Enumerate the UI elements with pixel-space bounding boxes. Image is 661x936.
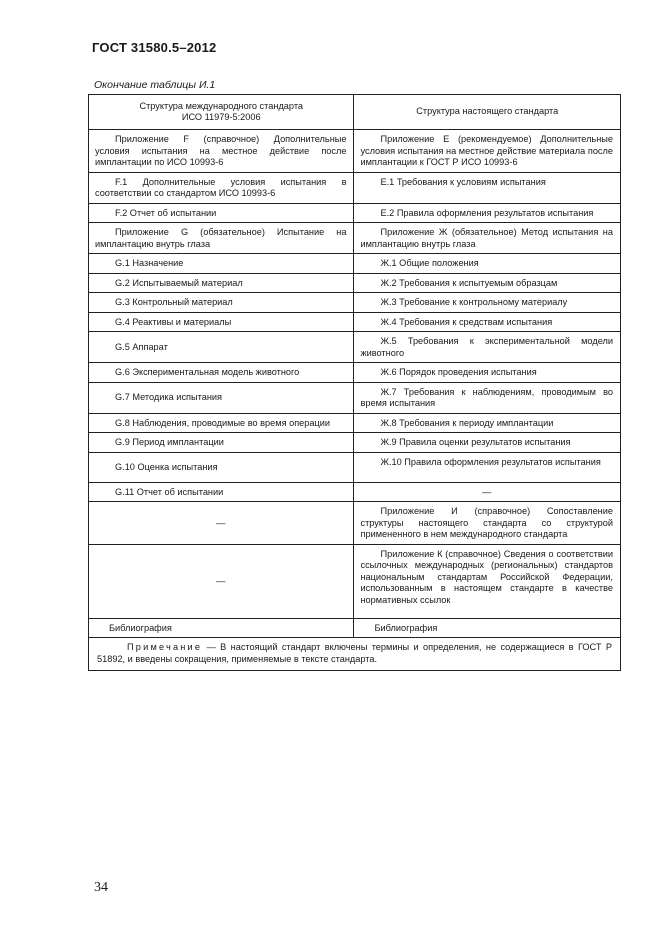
- table-row: [89, 130, 621, 173]
- table-cell-left: Библиография: [89, 618, 354, 638]
- table-header-row: [89, 95, 621, 130]
- table-note: [89, 638, 621, 671]
- table-cell-left: F.2 Отчет об испытании: [89, 203, 354, 223]
- table-row: [89, 172, 621, 203]
- table-row: [89, 312, 621, 332]
- table-cell-left: G.5 Аппарат: [89, 332, 354, 363]
- table-row: [89, 482, 621, 502]
- table-caption: Окончание таблицы И.1: [94, 79, 216, 91]
- table-cell-right: Е.2 Правила оформления результатов испытания: [354, 203, 621, 223]
- column-header-international-line1: Структура международного стандарта: [139, 100, 304, 111]
- table-cell-right: Ж.7 Требования к наблюдениям, проводимым во время испытания: [354, 382, 621, 413]
- table-cell-right: Приложение Ж (обязательное) Метод испытания на имплантацию внутрь глаза: [354, 223, 621, 254]
- table-row: [89, 618, 621, 638]
- table-cell-left: G.4 Реактивы и материалы: [89, 312, 354, 332]
- table-cell-right: —: [354, 482, 621, 502]
- table-cell-left: G.9 Период имплантации: [89, 433, 354, 453]
- column-header-national: Структура настоящего стандарта: [354, 95, 621, 130]
- table-cell-right: Приложение И (справочное) Сопоставление структуры настоящего стандарта со структурой примененного в нем международного стандарта: [354, 502, 621, 545]
- mapping-table: [88, 94, 621, 671]
- table-row: [89, 203, 621, 223]
- column-header-international-line2: ИСО 11979-5:2006: [181, 112, 261, 122]
- table-cell-left: Приложение G (обязательное) Испытание на имплантацию внутрь глаза: [89, 223, 354, 254]
- table-row: [89, 254, 621, 274]
- table-row: [89, 223, 621, 254]
- table-cell-right: Ж.4 Требования к средствам испытания: [354, 312, 621, 332]
- table-cell-right: Ж.8 Требования к периоду имплантации: [354, 413, 621, 433]
- table-row: [89, 502, 621, 545]
- table-row: [89, 293, 621, 313]
- table-cell-right: Ж.10 Правила оформления результатов испытания: [354, 452, 621, 482]
- table-cell-left: G.6 Экспериментальная модель животного: [89, 363, 354, 383]
- table-cell-left: —: [89, 544, 354, 618]
- table-cell-right: Приложение К (справочное) Сведения о соответствии ссылочных международных (региональных) стандартов национальным стандартам Российской Федерации, использованным в настоящем стандарте в качестве нормативных ссылок: [354, 544, 621, 618]
- table-cell-left: F.1 Дополнительные условия испытания в соответствии со стандартом ИСО 10993-6: [89, 172, 354, 203]
- table-row: [89, 382, 621, 413]
- table-cell-left: G.10 Оценка испытания: [89, 452, 354, 482]
- table-note-row: [89, 638, 621, 671]
- table-row: [89, 413, 621, 433]
- table-row: [89, 544, 621, 618]
- table-row: [89, 363, 621, 383]
- table-cell-left: G.1 Назначение: [89, 254, 354, 274]
- document-header-title: ГОСТ 31580.5–2012: [92, 40, 217, 55]
- table-row: [89, 433, 621, 453]
- note-label: Примечание: [127, 642, 203, 652]
- table-cell-right: Приложение Е (рекомендуемое) Дополнительные условия испытания на местное действие материала после имплантации к ГОСТ Р ИСО 10993-6: [354, 130, 621, 173]
- table-cell-left: G.3 Контрольный материал: [89, 293, 354, 313]
- page-number: 34: [94, 880, 108, 895]
- table-cell-right: Ж.1 Общие положения: [354, 254, 621, 274]
- note-text: — В настоящий стандарт включены термины и определения, не содержащиеся в ГОСТ Р 51892, и введены сокращения, применяемые в тексте стандарта.: [97, 642, 612, 664]
- table-cell-left: G.11 Отчет об испытании: [89, 482, 354, 502]
- table-row: [89, 273, 621, 293]
- table-cell-left: —: [89, 502, 354, 545]
- table-cell-left: G.7 Методика испытания: [89, 382, 354, 413]
- table-cell-left: Приложение F (справочное) Дополнительные условия испытания на местное действие после имплантации по ИСО 10993-6: [89, 130, 354, 173]
- table-cell-right: Ж.9 Правила оценки результатов испытания: [354, 433, 621, 453]
- table-cell-right: Ж.3 Требование к контрольному материалу: [354, 293, 621, 313]
- table-cell-right: Ж.5 Требования к экспериментальной модели животного: [354, 332, 621, 363]
- table-cell-right: Библиография: [354, 618, 621, 638]
- column-header-international: [89, 95, 354, 130]
- table-cell-left: G.8 Наблюдения, проводимые во время операции: [89, 413, 354, 433]
- table-cell-right: Ж.6 Порядок проведения испытания: [354, 363, 621, 383]
- table-cell-left: G.2 Испытываемый материал: [89, 273, 354, 293]
- table-cell-right: Ж.2 Требования к испытуемым образцам: [354, 273, 621, 293]
- table-cell-right: Е.1 Требования к условиям испытания: [354, 172, 621, 203]
- table-row: [89, 452, 621, 482]
- table-row: [89, 332, 621, 363]
